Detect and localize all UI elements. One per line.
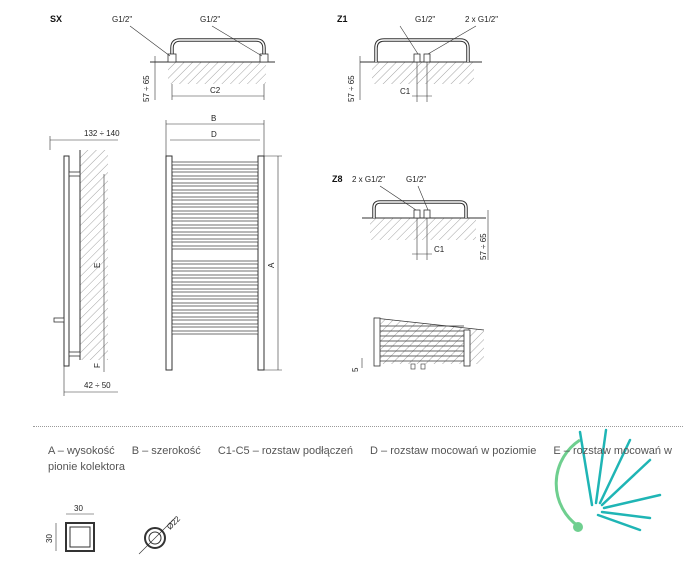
- front-right-collector: [258, 156, 264, 370]
- square-width-label: 30: [74, 504, 83, 513]
- z1-height-57-65: 57 ÷ 65: [347, 75, 356, 102]
- sx-rail-outline: [172, 40, 264, 62]
- sx-wall-hatch: [168, 62, 266, 84]
- radiator-rung: [172, 218, 258, 221]
- round-profile: [139, 514, 182, 554]
- z8-top-view: [332, 174, 488, 260]
- z8-c1-label: C1: [434, 245, 445, 254]
- sx-front-view: [166, 114, 282, 370]
- side-e-label: E: [93, 262, 102, 268]
- radiator-rung: [172, 204, 258, 207]
- radiator-rung: [172, 282, 258, 285]
- z8-section-label: Z8: [332, 174, 343, 184]
- radiator-rung: [172, 261, 258, 264]
- sx-height-57-65: 57 ÷ 65: [142, 75, 151, 102]
- radiator-rung: [172, 225, 258, 228]
- front-d-label: D: [211, 130, 217, 139]
- z1-wall-hatch: [372, 62, 474, 84]
- z8-side-detail: [351, 318, 484, 372]
- side-radiator-profile: [64, 156, 69, 366]
- radiator-rung: [172, 275, 258, 278]
- section-divider: [33, 426, 683, 427]
- sx-g12-right-label: G1/2": [200, 15, 221, 24]
- z8-five-label: 5: [351, 367, 360, 372]
- radiator-rung: [172, 246, 258, 249]
- square-profile: [45, 504, 94, 551]
- radiator-rung: [172, 162, 258, 165]
- radiator-rung: [172, 289, 258, 292]
- z1-section-label: Z1: [337, 14, 348, 24]
- radiator-rung: [172, 169, 258, 172]
- radiator-rung: [172, 324, 258, 327]
- sx-g12-left-label: G1/2": [112, 15, 133, 24]
- z8-height-57-65: 57 ÷ 65: [479, 233, 488, 260]
- z1-top-view: [337, 14, 498, 102]
- legend-b: B – szerokość: [131, 445, 201, 457]
- round-diameter-label: Ø22: [165, 514, 183, 532]
- radiator-rung: [172, 296, 258, 299]
- sx-side-view: [50, 129, 120, 396]
- front-left-collector: [166, 156, 172, 370]
- legend-a: A – wysokość: [48, 445, 115, 457]
- z8-g12-label: G1/2": [406, 175, 427, 184]
- radiator-rung: [172, 303, 258, 306]
- legend-e: E – rozstaw mocowań w pionie kolektora: [48, 445, 673, 473]
- front-b-label: B: [211, 114, 217, 123]
- legend-d: D – rozstaw mocowań w poziomie: [370, 445, 537, 457]
- square-height-label: 30: [45, 534, 54, 543]
- legend: [48, 443, 678, 475]
- radiator-rung: [172, 190, 258, 193]
- sx-top-view: [50, 14, 275, 102]
- radiator-rung: [172, 232, 258, 235]
- radiator-rung: [172, 211, 258, 214]
- legend-c: C1-C5 – rozstaw podłączeń: [217, 445, 353, 457]
- side-132-140-label: 132 ÷ 140: [84, 129, 120, 138]
- z1-g12-label: G1/2": [415, 15, 436, 24]
- radiator-rung: [172, 310, 258, 313]
- radiator-rung: [172, 317, 258, 320]
- z8-wall-hatch: [370, 218, 476, 240]
- radiator-rung: [172, 268, 258, 271]
- side-f-label: F: [93, 363, 102, 368]
- sx-section-label: SX: [50, 14, 63, 24]
- radiator-rung: [172, 183, 258, 186]
- radiator-rung: [172, 176, 258, 179]
- z1-2xg12-label: 2 x G1/2": [465, 15, 499, 24]
- radiator-rung: [172, 331, 258, 334]
- front-rungs: [172, 162, 258, 334]
- z1-rail-outline: [376, 40, 468, 62]
- radiator-rung: [172, 239, 258, 242]
- front-a-label: A: [267, 262, 276, 268]
- sx-c2-label: C2: [210, 86, 221, 95]
- z8-2xg12-label: 2 x G1/2": [352, 175, 386, 184]
- radiator-rung: [172, 197, 258, 200]
- side-42-50-label: 42 ÷ 50: [84, 381, 111, 390]
- z1-c1-label: C1: [400, 87, 411, 96]
